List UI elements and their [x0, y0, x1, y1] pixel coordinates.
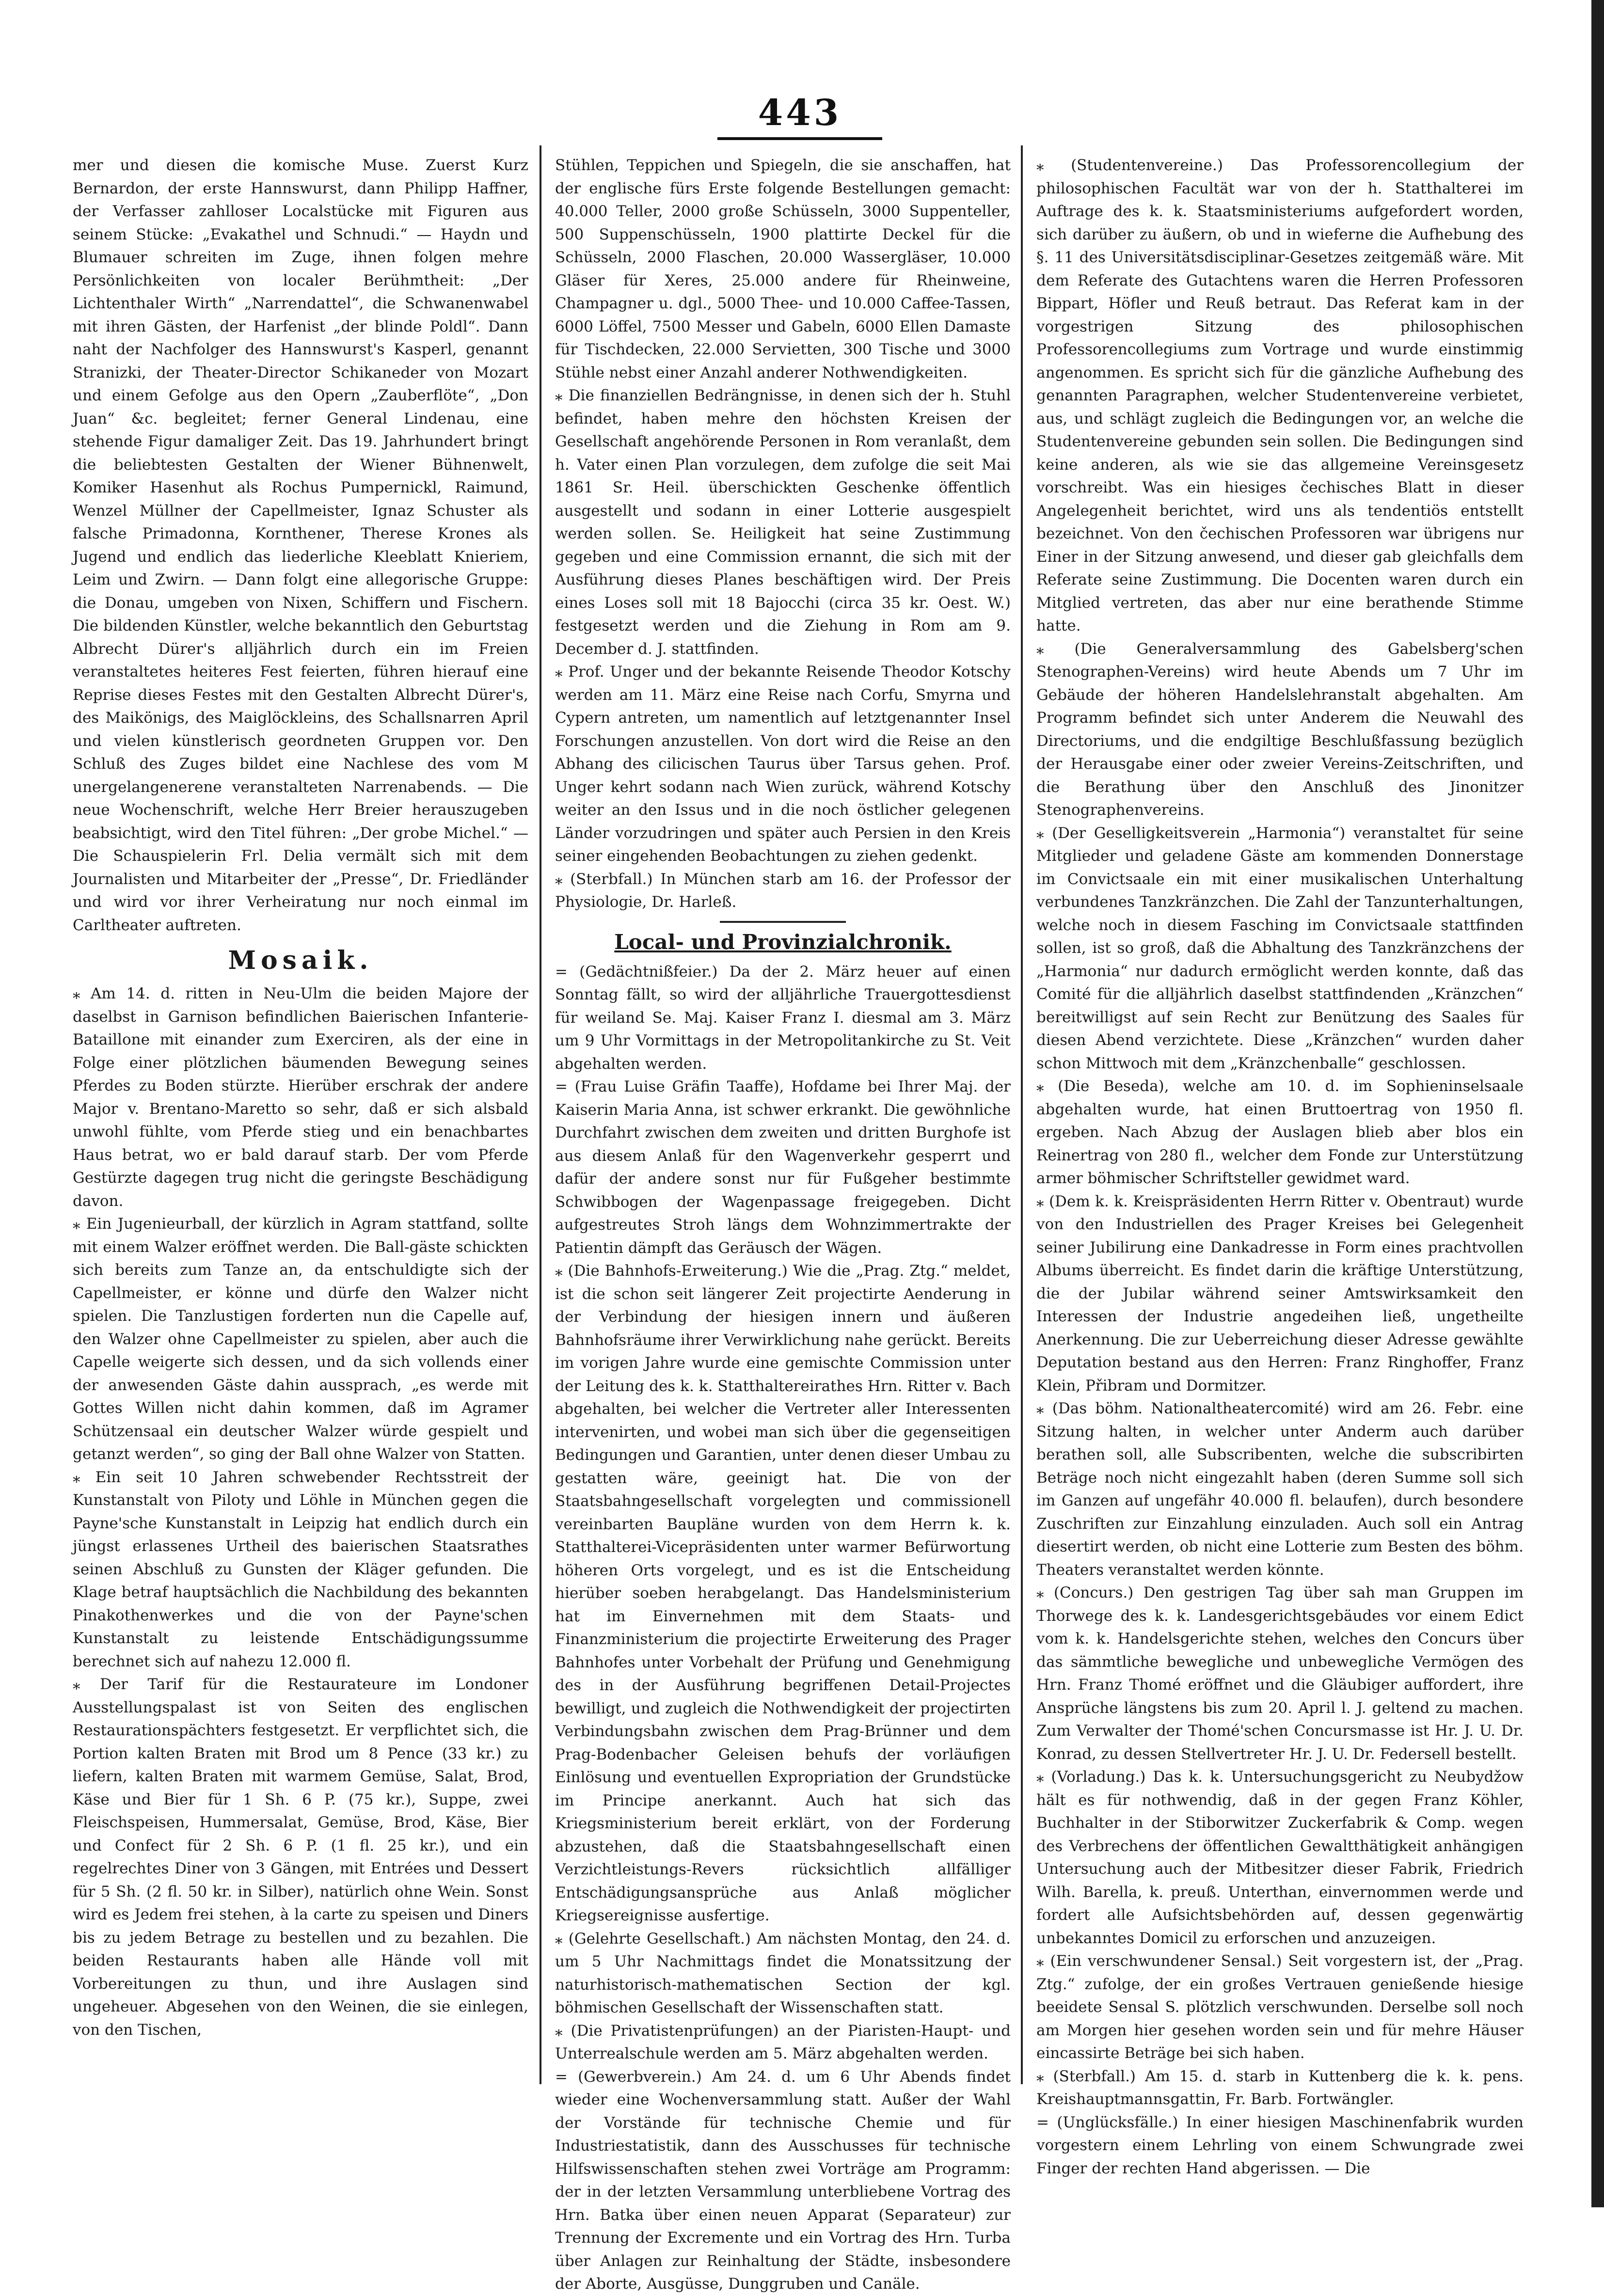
- column-1: [73, 154, 528, 2117]
- column-divider: [540, 145, 541, 2084]
- article-paragraph: ⁎ (Studentenvereine.) Das Professorencollegium der philosophischen Facultät war von der h. Statthalterei im Auftrage des k. k. Staatsministeriums aufgefordert worden, sich darüber zu äußern, ob und in wieferne die Aufhebung des §. 11 des Universitätsdisciplinar-Gesetzes zeitgemäß wäre. Mit dem Referate des Gutachtens waren die Herren Professoren Bippart, Höfler und Reuß betraut. Das Referat kam in der vorgestrigen Sitzung des philosophischen Professorencollegiums zum Vortrage und wurde einstimmig angenommen. Es spricht sich für die gänzliche Aufhebung des genannten Paragraphen, welcher Studentenvereine verbietet, aus, und schlägt zugleich die Bedingungen vor, an welche die Studentenvereine gebunden sein sollen. Die Bedingungen sind keine anderen, als wie sie das allgemeine Vereinsgesetz vorschreibt. Was ein hiesiges čechisches Blatt in dieser Angelegenheit berichtet, wird uns als tendentiös entstellt bezeichnet. Von den čechischen Professoren war übrigens nur Einer in der Sitzung anwesend, und dieser gab gleichfalls dem Referate seine Zustimmung. Die Docenten waren durch ein Mitglied vertreten, das aber nur eine berathende Stimme hatte.: [1036, 157, 1524, 634]
- header-rule: [717, 137, 882, 140]
- article-paragraph: ⁎ Ein seit 10 Jahren schwebender Rechtsstreit der Kunstanstalt von Piloty und Löhle in München gegen die Payne'sche Kunstanstalt in Leipzig hat endlich durch ein jüngst erlassenes Urtheil des baierischen Staatsrathes seinen Abschluß zu Gunsten der Kläger gefunden. Die Klage betraf hauptsächlich die Nachbildung des bekannten Pinakothenwerkes und die von der Payne'schen Kunstanstalt zu leistende Entschädigungssumme berechnet sich auf nahezu 12.000 fl.: [73, 1468, 528, 1670]
- column-2: [555, 154, 1011, 2293]
- article-paragraph: ⁎ (Das böhm. Nationaltheatercomité) wird am 26. Febr. eine Sitzung halten, in welcher unter Anderm auch darüber berathen soll, alle Subscribenten, welche die subscribirten Beträge noch nicht eingezahlt haben (deren Summe soll sich im Ganzen auf ungefähr 40.000 fl. belaufen), durch besondere Zuschriften zur Einzahlung einzuladen. Auch soll ein Antrag diesertirt werden, ob nicht eine Lotterie zum Besten des böhm. Theaters veranstaltet werden könnte.: [1036, 1400, 1524, 1579]
- article-paragraph: ⁎ Die finanziellen Bedrängnisse, in denen sich der h. Stuhl befindet, haben mehre den höchsten Kreisen der Gesellschaft angehörende Personen in Rom veranlaßt, dem h. Vater einen Plan vorzulegen, dem zufolge die seit Mai 1861 Sr. Heil. überschickten Geschenke öffentlich ausgestellt und sodann in einer Lotterie ausgespielt werden sollen. Se. Heiligkeit hat seine Zustimmung gegeben und eine Commission ernannt, die sich mit der Ausführung dieses Planes beschäftigen wird. Der Preis eines Loses soll mit 18 Bajocchi (circa 35 kr. Oest. W.) festgesetzt werden und die Ziehung in Rom am 9. December d. J. stattfinden.: [555, 387, 1011, 658]
- article-paragraph: ⁎ Prof. Unger und der bekannte Reisende Theodor Kotschy werden am 11. März eine Reise nach Corfu, Smyrna und Cypern antreten, um namentlich auf letztgenannter Insel Forschungen anzustellen. Von dort wird die Reise an den Abhang des cilicischen Taurus über Tarsus gehen. Prof. Unger kehrt sodann nach Wien zurück, während Kotschy weiter an den Issus und in die noch östlicher gelegenen Länder vorzudringen und später auch Persien in den Kreis seiner eingehenden Beobachtungen zu ziehen gedenkt.: [555, 663, 1011, 865]
- article-paragraph: = (Frau Luise Gräfin Taaffe), Hofdame bei Ihrer Maj. der Kaiserin Maria Anna, ist schwer erkrankt. Die gewöhnliche Durchfahrt zwischen dem zweiten und dritten Burghofe ist aus diesem Anlaß für den Wagenverkehr gesperrt und dafür der andere sonst nur für Fußgeher bestimmte Schwibbogen der Wagenpassage freigegeben. Dicht aufgestreutes Stroh längs dem Wohnzimmertrakte der Patientin dämpft das Geräusch der Wägen.: [555, 1078, 1011, 1257]
- column-divider: [1021, 145, 1023, 2084]
- section-heading: Local- und Provinzialchronik.: [614, 930, 952, 954]
- article-paragraph: ⁎ (Sterbfall.) Am 15. d. starb in Kuttenberg die k. k. pens. Kreishauptmannsgattin, Fr. Barb. Fortwängler.: [1036, 2067, 1524, 2108]
- article-paragraph: ⁎ (Concurs.) Den gestrigen Tag über sah man Gruppen im Thorwege des k. k. Landesgerichtsgebäudes vor einem Edict vom k. k. Handelsgerichte stehen, welches den Concurs über das sämmtliche bewegliche und unbewegliche Vermögen des Hrn. Franz Thomé eröffnet und die Gläubiger auffordert, ihre Ansprüche längstens bis zum 20. April l. J. geltend zu machen. Zum Verwalter der Thomé'schen Concursmasse ist Hr. J. U. Dr. Konrad, zu dessen Stellvertreter Hr. J. U. Dr. Federsell bestellt.: [1036, 1584, 1524, 1763]
- article-paragraph: ⁎ (Die Bahnhofs-Erweiterung.) Wie die „Prag. Ztg.“ meldet, ist die schon seit längerer Zeit projectirte Aenderung in der Verbindung der hiesigen innern und äußeren Bahnhofsräume ihrer Verwirklichung nahe gerückt. Bereits im vorigen Jahre wurde eine gemischte Commission unter der Leitung des k. k. Statthaltereirathes Hrn. Ritter v. Bach abgehalten, bei welcher die Vertreter aller Interessenten intervenirten, und wobei man sich über die gegenseitigen Bedingungen und Garantien, unter denen dieser Umbau zu gestatten wäre, geeinigt hat. Die von der Staatsbahngesellschaft vorgelegten und commissionell vereinbarten Baupläne wurden von dem Herrn k. k. Statthalterei-Vicepräsidenten unter warmer Befürwortung höheren Orts vorgelegt, und es ist die Entscheidung hierüber soeben herabgelangt. Das Handelsministerium hat im Einvernehmen mit dem Staats- und Finanzministerium die projectirte Erweiterung des Prager Bahnhofes unter Vorbehalt der Prüfung und Genehmigung des in der Ausführung begriffenen Detail-Projectes bewilligt, und zugleich die Nothwendigkeit der projectirten Verbindungsbahn zwischen dem Prag-Brünner und dem Prag-Bodenbacher Geleisen behufs der vorläufigen Einlösung und eventuellen Expropriation der Grundstücke im Principe anerkannt. Auch hat sich das Kriegsministerium bereit erklärt, von der Forderung abzustehen, daß die Staatsbahngesellschaft einen Verzichtleistungs-Revers rücksichtlich allfälliger Entschädigungsansprüche aus Anlaß möglicher Kriegsereignisse ausfertige.: [555, 1262, 1011, 1924]
- article-paragraph: Stühlen, Teppichen und Spiegeln, die sie anschaffen, hat der englische fürs Erste folgende Bestellungen gemacht: 40.000 Teller, 2000 große Schüsseln, 3000 Suppenteller, 500 Suppenschüsseln, 1900 plattirte Deckel für die Schüsseln, 2000 Flaschen, 20.000 Wassergläser, 10.000 Gläser für Xeres, 25.000 andere für Rheinweine, Champagner u. dgl., 5000 Thee- und 10.000 Caffee-Tassen, 6000 Löffel, 7500 Messer und Gabeln, 6000 Ellen Damaste für Tischdecken, 22.000 Servietten, 300 Tische und 3000 Stühle nebst einer Anzahl anderer Nothwendigkeiten.: [555, 157, 1011, 381]
- article-paragraph: ⁎ (Dem k. k. Kreispräsidenten Herrn Ritter v. Obentraut) wurde von den Industriellen des Prager Kreises bei Gelegenheit seiner Jubilirung eine Dankadresse in Form eines prachtvollen Albums überreicht. Es findet darin die kräftige Unterstützung, die der Jubilar während seiner Amtswirksamkeit den Interessen der Industrie angedeihen ließ, ungetheilte Anerkennung. Die zur Ueberreichung dieser Adresse gewählte Deputation bestand aus den Herren: Franz Ringhoffer, Franz Klein, Přibram und Dormitzer.: [1036, 1192, 1524, 1394]
- binding-edge: [1591, 0, 1604, 2207]
- article-paragraph: ⁎ (Ein verschwundener Sensal.) Seit vorgestern ist, der „Prag. Ztg.“ zufolge, der ein großes Vertrauen genießende hiesige beeidete Sensal S. plötzlich verschwunden. Derselbe soll noch am Morgen hier gesehen worden sein und für mehre Häuser eincassirte Beträge bei sich haben.: [1036, 1952, 1524, 2062]
- column-3: [1036, 154, 1524, 2177]
- article-paragraph: = (Unglücksfälle.) In einer hiesigen Maschinenfabrik wurden vorgestern einem Lehrling von einem Schwungrade zwei Finger der rechten Hand abgerissen. — Die: [1036, 2113, 1524, 2177]
- article-paragraph: ⁎ (Der Geselligkeitsverein „Harmonia“) veranstaltet für seine Mitglieder und geladene Gäste am kommenden Donnerstage im Convictsaale ein mit einer musikalischen Unterhaltung verbundenes Tanzkränzchen. Die Zahl der Tanzunterhaltungen, welche noch in diesem Fasching im Convictsaale stattfinden sollen, ist so groß, daß die Abhaltung des Tanzkränzchens der „Harmonia“ nur dadurch ermöglicht werden konnte, daß das Comité für die alljährlich daselbst stattfindenden „Kränzchen“ bereitwilligst auf sein Recht zur Benützung des Saales für diesen Abend verzichtete. Diese „Kränzchen“ wurden daher schon Mittwoch mit dem „Kränzchenballe“ geschlossen.: [1036, 824, 1524, 1072]
- article-paragraph: ⁎ Am 14. d. ritten in Neu-Ulm die beiden Majore der daselbst in Garnison befindlichen Baierischen Infanterie-Bataillone mit einander zum Exerciren, als der eine in Folge einer plötzlichen bäumenden Bewegung seines Pferdes zu Boden stürzte. Hierüber erschrak der andere Major v. Brentano-Maretto so sehr, daß er sich alsbald unwohl fühlte, vom Pferde stieg und ein benachbartes Haus betrat, wo er bald darauf starb. Der vom Pferde Gestürzte dagegen trug nicht die geringste Beschädigung davon.: [73, 985, 528, 1210]
- article-paragraph: ⁎ (Gelehrte Gesellschaft.) Am nächsten Montag, den 24. d. um 5 Uhr Nachmittags findet die Monatssitzung der naturhistorisch-mathematischen Section der kgl. böhmischen Gesellschaft der Wissenschaften statt.: [555, 1930, 1011, 2016]
- article-paragraph: mer und diesen die komische Muse. Zuerst Kurz Bernardon, der erste Hannswurst, dann Philipp Haffner, der Verfasser zahlloser Localstücke mit Figuren aus seinem Stücke: „Evakathel und Schnudi.“ — Haydn und Blumauer schreiten im Zuge, ihnen folgen mehre Persönlichkeiten von localer Berühmtheit: „Der Lichtenthaler Wirth“ „Narrendattel“, die Schwanenwabel mit ihren Gästen, der Harfenist „der blinde Poldl“. Dann naht der Nachfolger des Hannswurst's Kasperl, genannt Stranizki, der Theater-Director Schikaneder von Mozart und einem Gefolge aus den Opern „Zauberflöte“, „Don Juan“ &c. begleitet; ferner General Lindenau, eine stehende Figur damaliger Zeit. Das 19. Jahrhundert bringt die beliebtesten Gestalten der Wiener Bühnenwelt, Komiker Hasenhut als Rochus Pumpernickl, Raimund, Wenzel Müllner der Capellmeister, Ignaz Schuster als falsche Primadonna, Kornthener, Therese Krones als Jugend und endlich das liederliche Kleeblatt Knieriem, Leim und Zwirn. — Dann folgt eine allegorische Gruppe: die Donau, umgeben von Nixen, Schiffern und Fischern. Die bildenden Künstler, welche bekanntlich den Geburtstag Albrecht Dürer's alljährlich durch ein im Freien veranstaltetes heiteres Fest feierten, führen hierauf eine Reprise dieses Festes mit den Gestalten Albrecht Dürer's, des Maikönigs, des Maiglöckleins, des Schallsnarren April und vielen künstlerisch geordneten Gruppen vor. Den Schluß des Zuges bildet eine Nachlese des vom M unergelangenerene veranstalteten Narrenabends. — Die neue Wochenschrift, welche Herr Breier herauszugeben beabsichtigt, wird den Titel führen: „Der grobe Michel.“ — Die Schauspielerin Frl. Delia vermält sich mit dem Journalisten und Mitarbeiter der „Presse“, Dr. Friedländer und wird vor ihrer Verheiratung nur noch einmal im Carltheater auftreten.: [73, 157, 528, 934]
- article-paragraph: ⁎ Ein Jugenieurball, der kürzlich in Agram stattfand, sollte mit einem Walzer eröffnet werden. Die Ball-gäste schickten sich bereits zum Tanze an, da entschuldigte sich der Capellmeister, er könne und dürfe den Walzer nicht spielen. Die Tanzlustigen forderten nun die Capelle auf, den Walzer ohne Capellmeister zu spielen, aber auch die Capelle weigerte sich dessen, und da sich vollends einer der anwesenden Gäste dahin aussprach, „es werde mit Gottes Willen nicht dahin kommen, daß im Agramer Schützensaal ein deutscher Walzer würde gespielt und getanzt werden“, so ging der Ball ohne Walzer von Statten.: [73, 1215, 528, 1463]
- page-number: 443: [758, 92, 842, 134]
- article-paragraph: = (Gewerbverein.) Am 24. d. um 6 Uhr Abends findet wieder eine Wochenversammlung statt. Außer der Wahl der Vorstände für technische Chemie und für Industriestatistik, dann des Ausschusses für technische Hilfswissenschaften stehen zwei Vorträge am Programm: der in der letzten Versammlung unterbliebene Vortrag des Hrn. Batka über einen neuen Apparat (Separateur) zur Trennung der Excremente und ein Vortrag des Hrn. Turba über Anlagen zur Reinhaltung der Städte, insbesondere der Aborte, Ausgüsse, Dunggruben und Canäle.: [555, 2068, 1011, 2293]
- article-paragraph: ⁎ (Die Privatistenprüfungen) an der Piaristen-Haupt- und Unterrealschule werden am 5. März abgehalten werden.: [555, 2022, 1011, 2062]
- article-paragraph: = (Gedächtnißfeier.) Da der 2. März heuer auf einen Sonntag fällt, so wird der alljährliche Trauergottesdienst für weiland Se. Maj. Kaiser Franz I. diesmal am 3. März um 9 Uhr Vormittags in der Metropolitankirche zu St. Veit abgehalten werden.: [555, 963, 1011, 1073]
- article-paragraph: ⁎ (Die Generalversammlung des Gabelsberg'schen Stenographen-Vereins) wird heute Abends um 7 Uhr im Gebäude der höheren Handelslehranstalt abgehalten. Am Programm befindet sich unter Anderem die Neuwahl des Directoriums, und die endgiltige Beschlußfassung bezüglich der Herausgabe einer oder zweier Vereins-Zeitschriften, und die Berathung über den Anschluß des Jinonitzer Stenographenvereins.: [1036, 640, 1524, 819]
- article-paragraph: ⁎ Der Tarif für die Restaurateure im Londoner Ausstellungspalast ist von Seiten des englischen Restaurationspächters festgesetzt. Er verpflichtet sich, die Portion kalten Braten mit Brod um 8 Pence (33 kr.) zu liefern, kalten Braten mit warmem Gemüse, Salat, Brod, Käse und Bier für 1 Sh. 6 P. (75 kr.), Suppe, zwei Fleischspeisen, Hummersalat, Gemüse, Brod, Käse, Bier und Confect für 2 Sh. 6 P. (1 fl. 25 kr.), und ein regelrechtes Diner von 3 Gängen, mit Entrées und Dessert für 5 Sh. (2 fl. 50 kr. in Silber), natürlich ohne Wein. Sonst wird es Jedem frei stehen, à la carte zu speisen und Diners bis zu jedem Betrage zu bestellen und zu bezahlen. Die beiden Restaurants haben alle Hände voll mit Vorbereitungen zu thun, und ihre Auslagen sind ungeheuer. Abgesehen von den Weinen, die sie einlegen, von den Tischen,: [73, 1676, 528, 2039]
- article-paragraph: ⁎ (Die Beseda), welche am 10. d. im Sophieninselsaale abgehalten wurde, hat einen Bruttoertrag von 1950 fl. ergeben. Nach Abzug der Auslagen blieb aber blos ein Reinertrag von 280 fl., welcher dem Fonde zur Unterstützung armer böhmischer Schriftsteller gewidmet ward.: [1036, 1077, 1524, 1187]
- article-paragraph: ⁎ (Sterbfall.) In München starb am 16. der Professor der Physiologie, Dr. Harleß.: [555, 870, 1011, 911]
- section-rule: [720, 921, 846, 923]
- section-heading: Mosaik.: [228, 946, 373, 975]
- article-paragraph: ⁎ (Vorladung.) Das k. k. Untersuchungsgericht zu Neubydžow hält es für nothwendig, daß in der gegen Franz Köhler, Buchhalter in der Stiborwitzer Zuckerfabrik & Comp. wegen des Verbrechens der öffentlichen Gewaltthätigkeit anhängigen Untersuchung auch der Mitbesitzer dieser Fabrik, Friedrich Wilh. Barella, k. preuß. Unterthan, einvernommen werde und fordert alle Aufsichtsbehörden auf, dessen gegenwärtig unbekanntes Domicil zu erforschen und anzuzeigen.: [1036, 1768, 1524, 1947]
